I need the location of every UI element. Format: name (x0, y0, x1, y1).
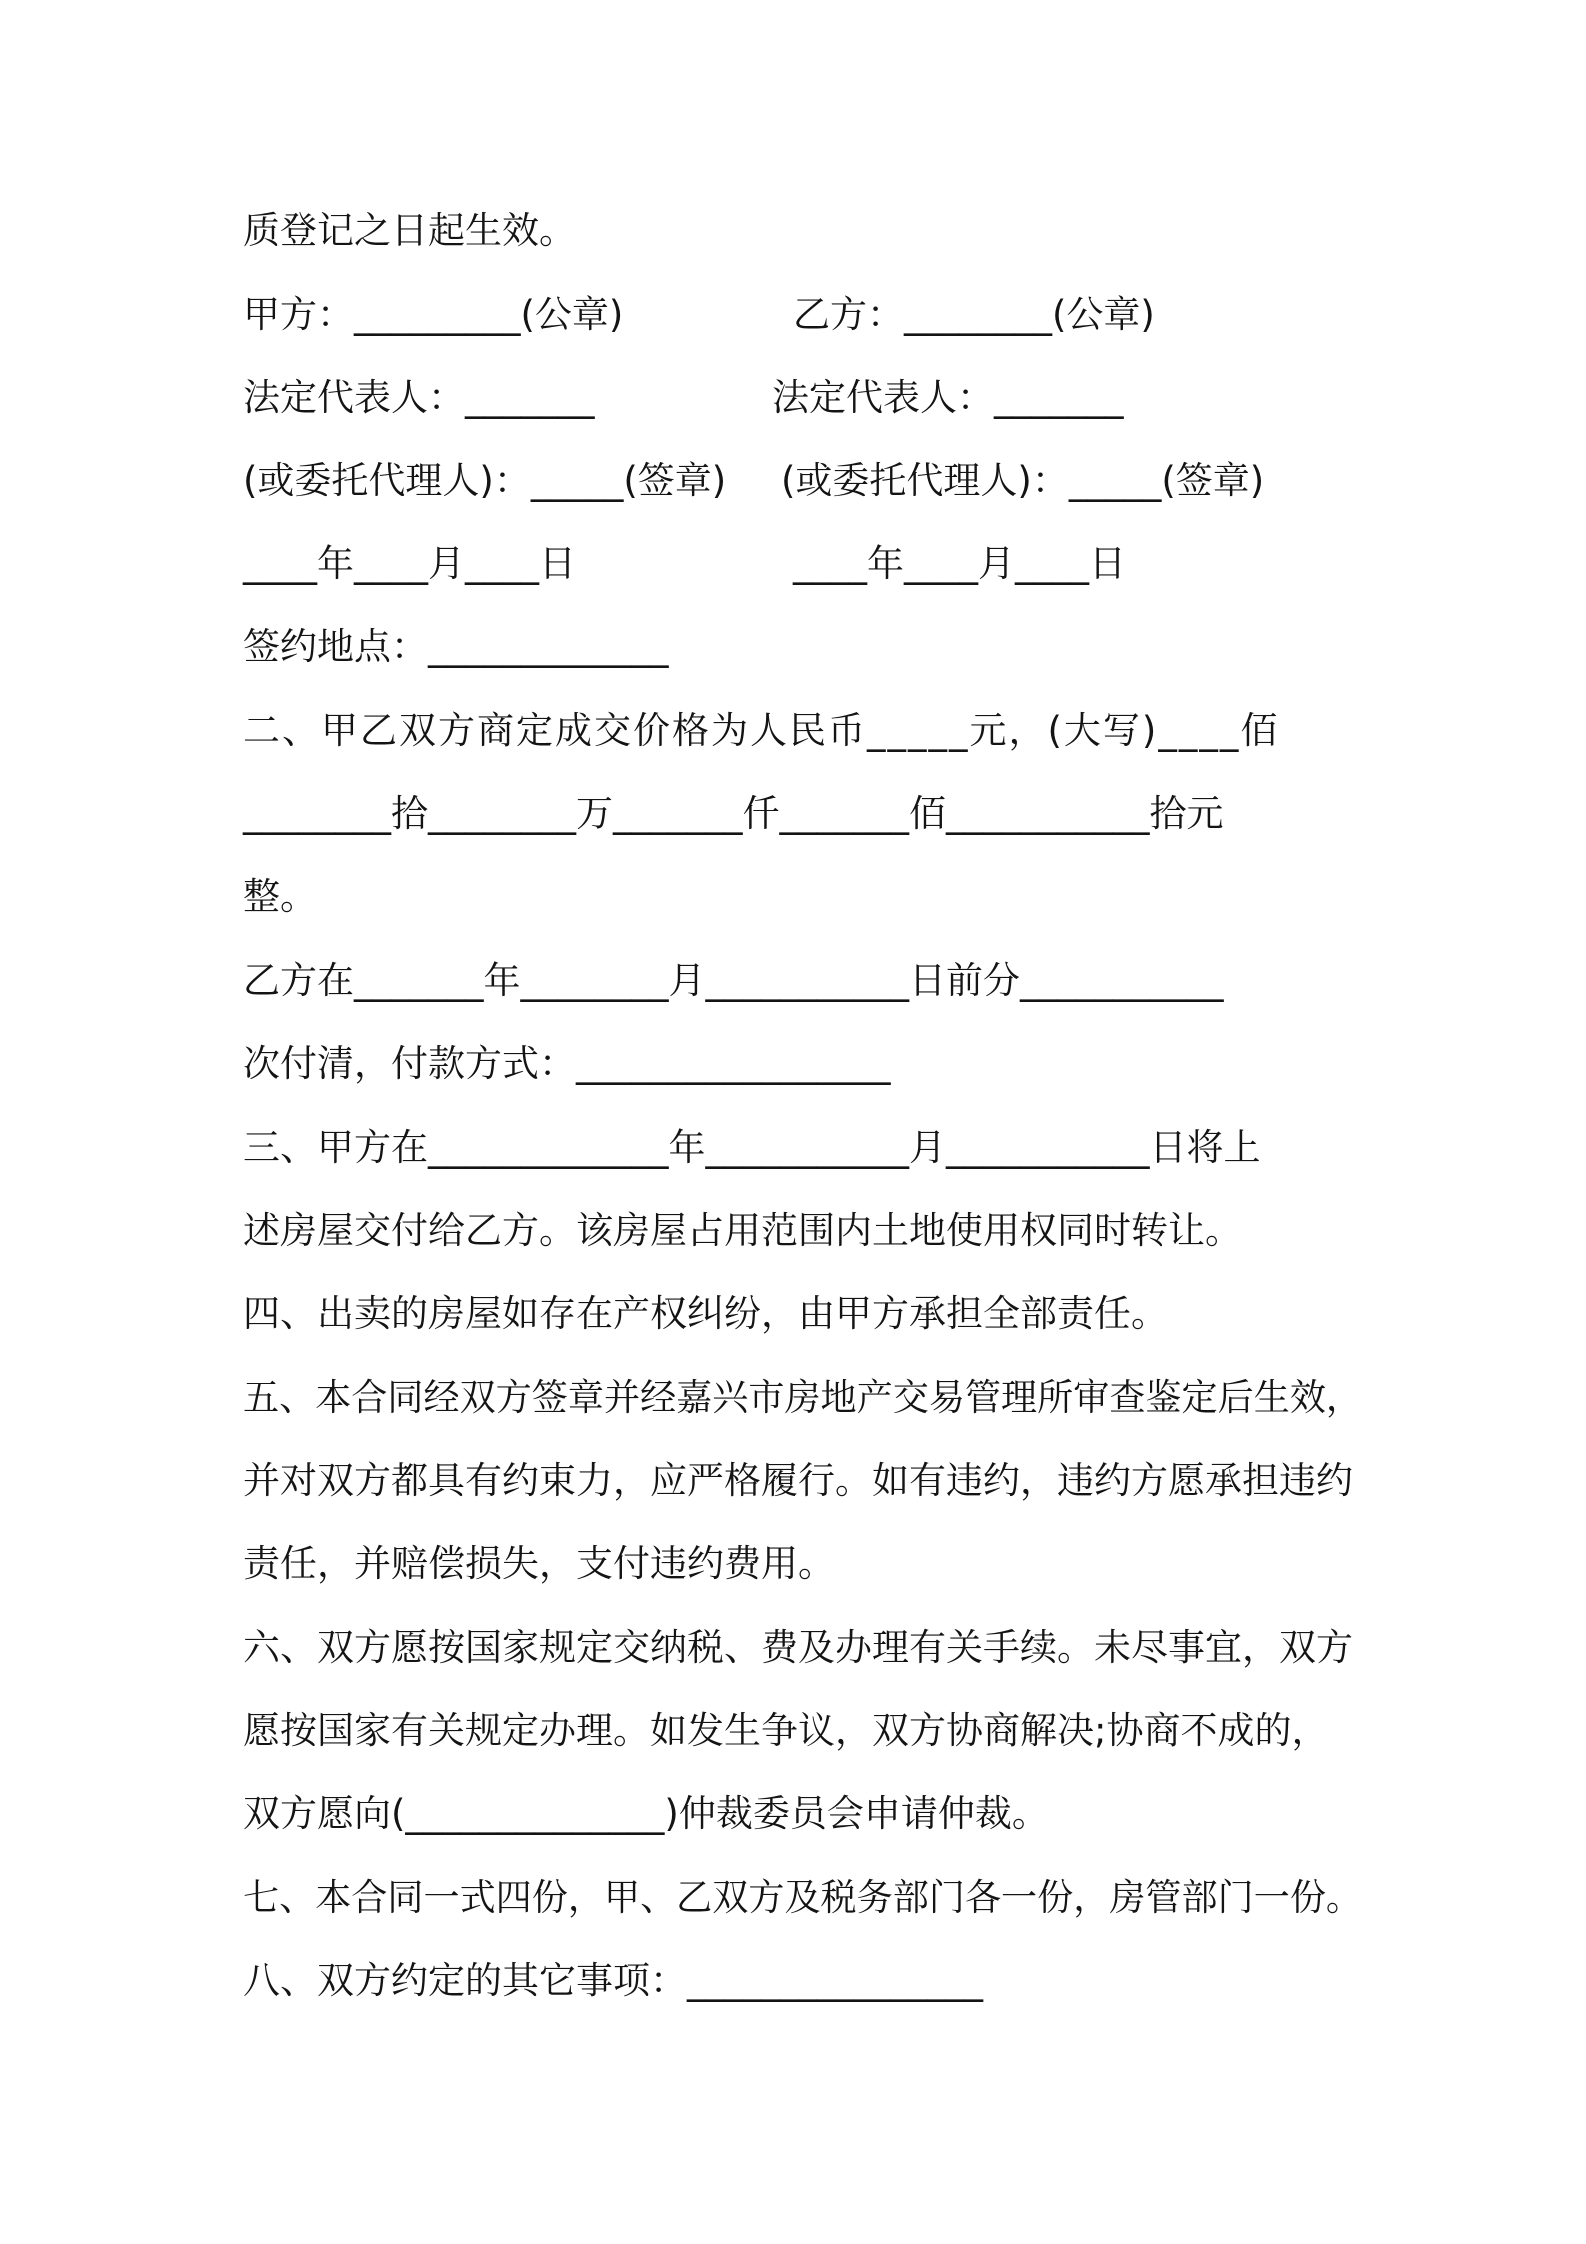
clause-4-line: 四、出卖的房屋如存在产权纠纷，由甲方承担全部责任。 (243, 1292, 1168, 1335)
clause-6-line: 愿按国家有关规定办理。如发生争议，双方协商解决;协商不成的， (243, 1709, 1329, 1752)
clause-2-line: 二、甲乙双方商定成交价格为人民币_____元，(大写)____佰 (243, 709, 1280, 752)
clause-3-line: 述房屋交付给乙方。该房屋占用范围内土地使用权同时转让。 (243, 1209, 1242, 1252)
party-b-legal-rep-line: 法定代表人：_______ (772, 376, 1124, 419)
clause-3-line: 三、甲方在_____________年___________月___________日将上 (243, 1126, 1261, 1169)
clause-5-line: 并对双方都具有约束力，应严格履行。如有违约，违约方愿承担违约 (243, 1459, 1353, 1502)
signing-place-line: 签约地点：_____________ (243, 625, 669, 668)
party-b-date-line: ____年____月____日 (793, 542, 1126, 585)
party-a-date-line: ____年____月____日 (243, 542, 576, 585)
clause-8-line: 八、双方约定的其它事项：________________ (243, 1959, 983, 2002)
party-a-agent-line: (或委托代理人)：_____(签章) (243, 459, 727, 502)
text-line: 质登记之日起生效。 (243, 209, 576, 252)
clause-2-line: ________拾________万_______仟_______佰___________拾元 (243, 792, 1224, 835)
clause-7-line: 七、本合同一式四份，甲、乙双方及税务部门各一份，房管部门一份。 (243, 1876, 1363, 1919)
clause-5-line: 五、本合同经双方签章并经嘉兴市房地产交易管理所审查鉴定后生效， (243, 1376, 1363, 1419)
party-a-seal-line: 甲方：_________(公章) (243, 293, 624, 336)
party-b-seal-line: 乙方：________(公章) (793, 293, 1155, 336)
party-a-legal-rep-line: 法定代表人：_______ (243, 376, 595, 419)
clause-6-line: 双方愿向(______________)仲裁委员会申请仲裁。 (243, 1792, 1049, 1835)
party-b-agent-line: (或委托代理人)：_____(签章) (781, 459, 1265, 502)
clause-6-line: 六、双方愿按国家规定交纳税、费及办理有关手续。未尽事宜，双方 (243, 1626, 1353, 1669)
payment-method-line: 次付清，付款方式：_________________ (243, 1042, 891, 1085)
clause-2-line: 整。 (243, 875, 317, 918)
payment-line: 乙方在_______年________月___________日前分___________ (243, 959, 1224, 1002)
clause-5-line: 责任，并赔偿损失，支付违约费用。 (243, 1542, 835, 1585)
